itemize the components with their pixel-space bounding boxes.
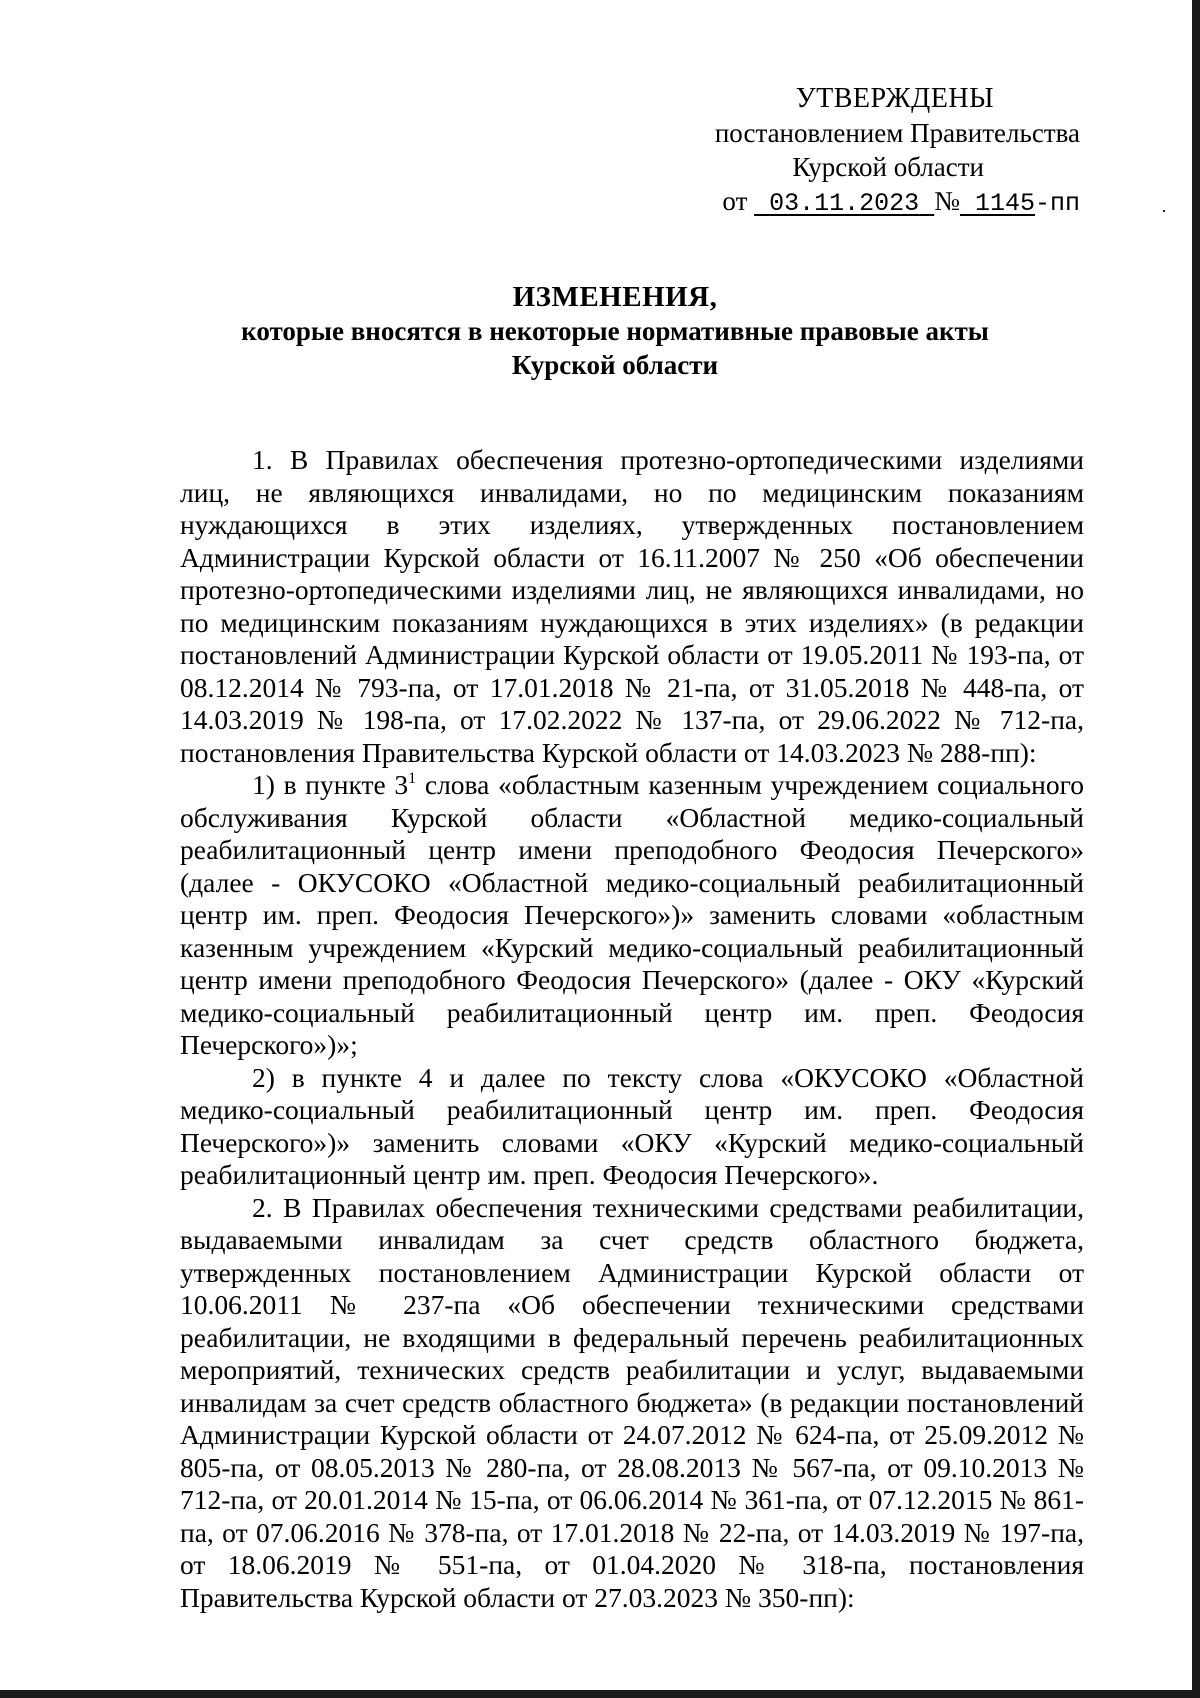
approval-date-number bbox=[660, 184, 1080, 221]
paragraph-1-item-1: 1) в пункте $3^1$ слова «областным казенным учреждением социального обслуживания Курской области «Областной медико-социальный реабилитационный центр имени преподобного Феодосия Печерского» (далее - ОКУСОКО «Областной медико-социальный реабилитационный центр им. преп. Феодосия Печерского»)» заменить словами «областным казенным учреждением «Курский медико-социальный реабилитационный центр имени преподобного Феодосия Печерского» (далее - ОКУ «Курский медико-социальный реабилитационный центр им. преп. Феодосия Печерского»)»; bbox=[180, 769, 1084, 1060]
paragraph-2: 2. В Правилах обеспечения техническими средствами реабилитации, выдаваемыми инвалидам за счет средств областного бюджета, утвержденных постановлением Администрации Курской области от 10.06.2011 № 237-па «Об обеспечении техническими средствами реабилитации, не входящими в федеральный перечень реабилитационных мероприятий, технических средств реабилитации и услуг, выдаваемыми инвалидам за счет средств областного бюджета» (в редакции постановлений Администрации Курской области от 24.07.2012 № 624-па, от 25.09.2012 № 805-па, от 08.05.2013 № 280-па, от 28.08.2013 № 567-па, от 09.10.2013 № 712-па, от 20.01.2014 № 15-па, от 06.06.2014 № 361-па, от 07.12.2015 № 861-па, от 07.06.2016 № 378-па, от 17.01.2018 № 22-па, от 14.03.2019 № 197-па, от 18.06.2019 № 551-па, от 01.04.2020 № 318-па, постановления Правительства Курской области от 27.03.2023 № 350-пп): bbox=[180, 1191, 1084, 1613]
document-subtitle-line-2: Курской области bbox=[511, 350, 719, 380]
scan-mark bbox=[1163, 210, 1165, 212]
approval-number: 1145 bbox=[974, 189, 1035, 218]
approval-stamp bbox=[660, 82, 1080, 221]
paragraph-1-item-2: 2) в пункте 4 и далее по тексту слова «ОКУСОКО «Областной медико-социальный реабилитационный центр им. преп. Феодосия Печерского»)» заменить словами «ОКУ «Курский медико-социальный реабилитационный центр им. преп. Феодосия Печерского». bbox=[180, 1061, 1084, 1190]
approved-by-resolution: постановлением Правительства bbox=[714, 118, 1080, 148]
document-body bbox=[180, 444, 1084, 1614]
date-prefix: от bbox=[722, 186, 755, 216]
superscript: 1 bbox=[408, 770, 417, 787]
document-subtitle-line-1: которые вносятся в некоторые нормативные правовые акты bbox=[241, 316, 989, 346]
paragraph-1: 1. В Правилах обеспечения протезно-ортопедическими изделиями лиц, не являющихся инвалидами, но по медицинским показаниям нуждающихся в этих изделиях, утвержденных постановлением Администрации Курской области от 16.11.2007 № 250 «Об обеспечении протезно-ортопедическими изделиями лиц, не являющихся инвалидами, но по медицинским показаниям нуждающихся в этих изделиях» (в редакции постановлений Администрации Курской области от 19.05.2011 № 193-па, от 08.12.2014 № 793-па, от 17.01.2018 № 21-па, от 31.05.2018 № 448-па, от 14.03.2019 № 198-па, от 17.02.2022 № 137-па, от 29.06.2022 № 712-па, постановления Правительства Курской области от 14.03.2023 № 288-пп): bbox=[180, 444, 1084, 768]
number-sign: № bbox=[934, 186, 960, 216]
number-suffix: -пп bbox=[1034, 189, 1080, 218]
approval-date: 03.11.2023 bbox=[769, 189, 920, 218]
approved-region: Курской области bbox=[792, 152, 984, 182]
approved-label: УТВЕРЖДЕНЫ bbox=[795, 83, 994, 114]
document-title: ИЗМЕНЕНИЯ, bbox=[512, 281, 718, 313]
document-heading bbox=[100, 280, 1130, 382]
